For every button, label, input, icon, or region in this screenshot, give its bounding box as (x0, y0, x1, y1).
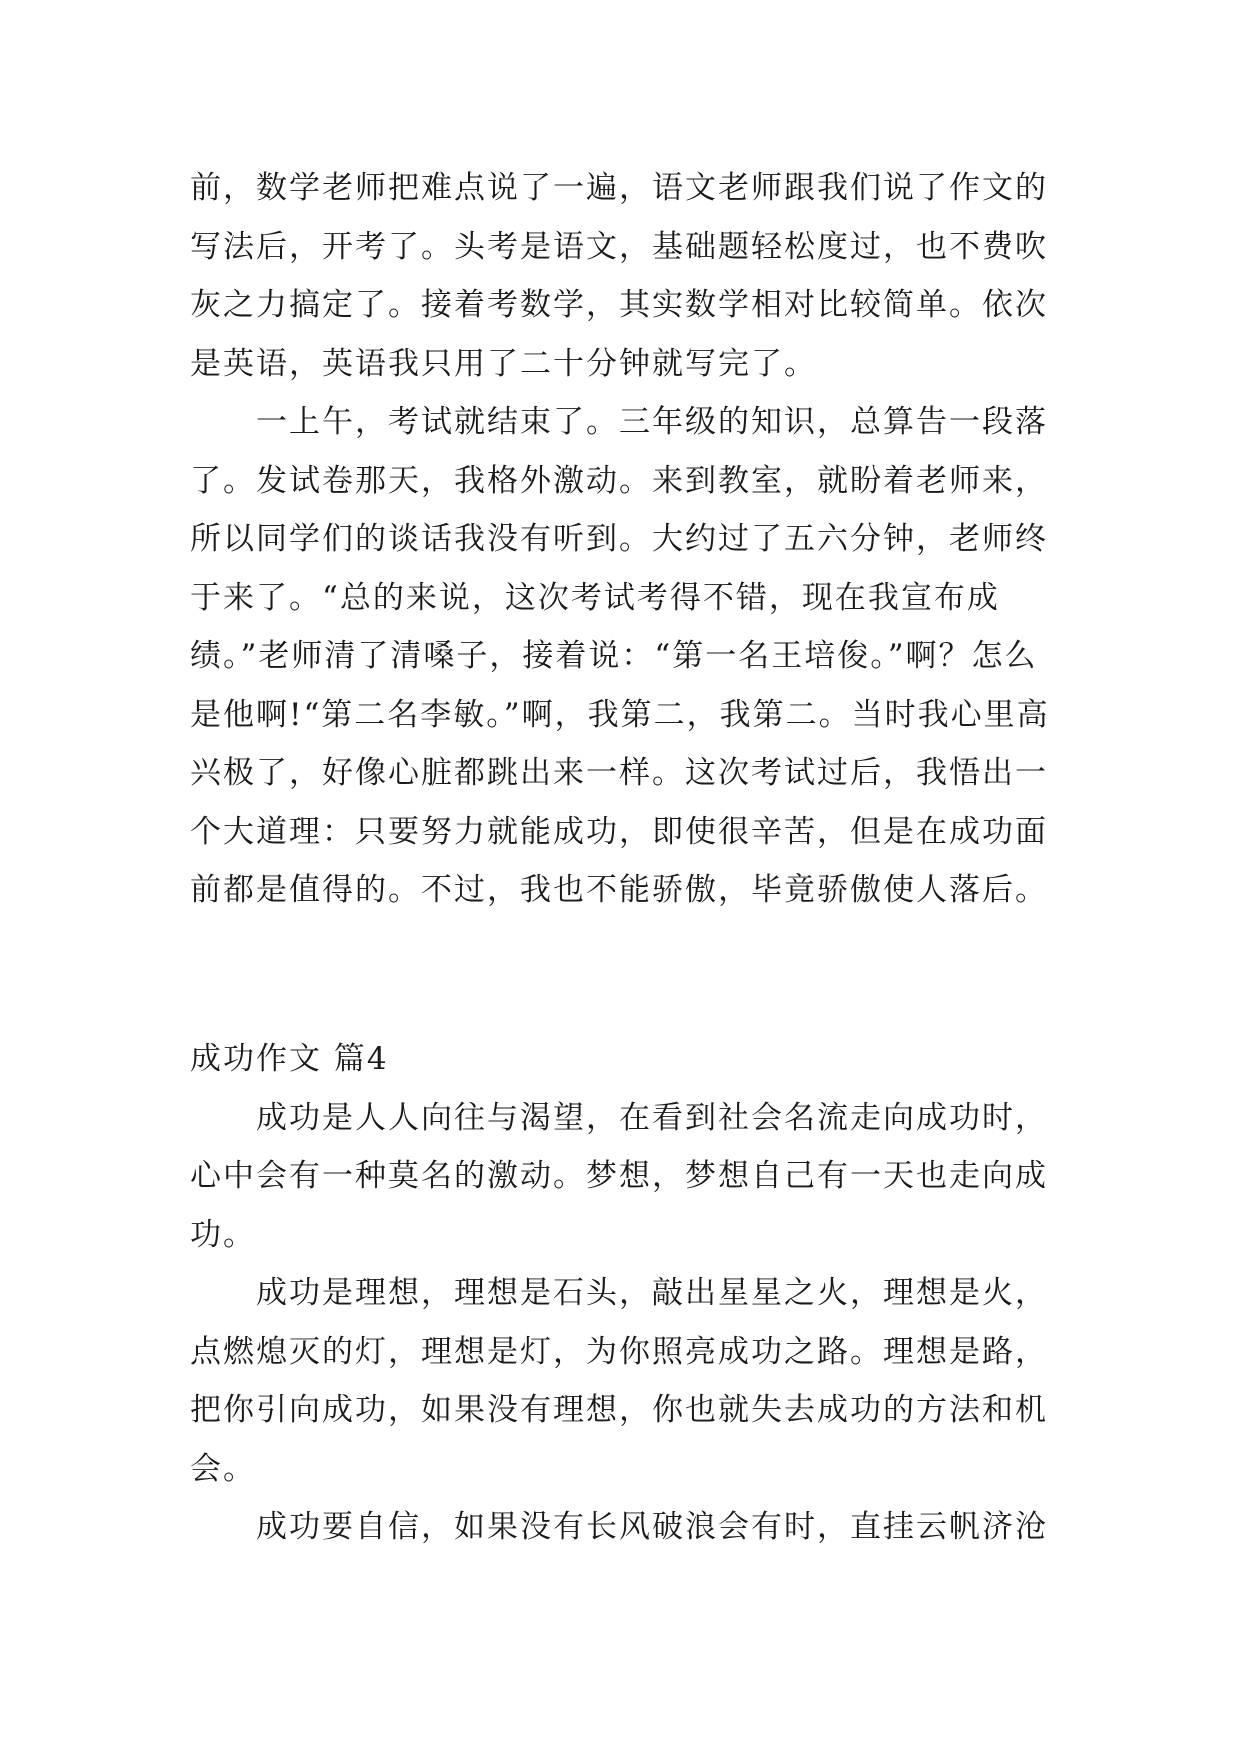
paragraph: 一上午，考试就结束了。三年级的知识，总算告一段落了。发试卷那天，我格外激动。来到教室，就盼着老师来，所以同学们的谈话我没有听到。大约过了五六分钟，老师终于来了。“总的来说，这次考试考得不错，现在我宣布成绩。”老师清了清嗓子，接着说：“第一名王培俊。”啊？怎么是他啊!“第二名李敏。”啊，我第二，我第二。当时我心里高兴极了，好像心脏都跳出来一样。这次考试过后，我悟出一个大道理：只要努力就能成功，即使很辛苦，但是在成功面前都是值得的。不过，我也不能骄傲，毕竟骄傲使人落后。 (190, 404, 1050, 908)
text-block-bottom (190, 1089, 1050, 1557)
text-block-top (190, 159, 1050, 920)
paragraph: 成功是人人向往与渴望，在看到社会名流走向成功时，心中会有一种莫名的激动。梦想，梦想自己有一天也走向成功。 (190, 1099, 1048, 1253)
section-heading: 成功作文 篇4 (190, 1041, 389, 1077)
paragraph: 成功是理想，理想是石头，敲出星星之火，理想是火，点燃熄灭的灯，理想是灯，为你照亮成功之路。理想是路，把你引向成功，如果没有理想，你也就失去成功的方法和机会。 (190, 1275, 1048, 1487)
paragraph: 前，数学老师把难点说了一遍，语文老师跟我们说了作文的写法后，开考了。头考是语文，基础题轻松度过，也不费吹灰之力搞定了。接着考数学，其实数学相对比较简单。依次是英语，英语我只用了二十分钟就写完了。 (190, 170, 1048, 382)
paragraph: 成功要自信，如果没有长风破浪会有时，直挂云帆济沧 (256, 1509, 1048, 1545)
